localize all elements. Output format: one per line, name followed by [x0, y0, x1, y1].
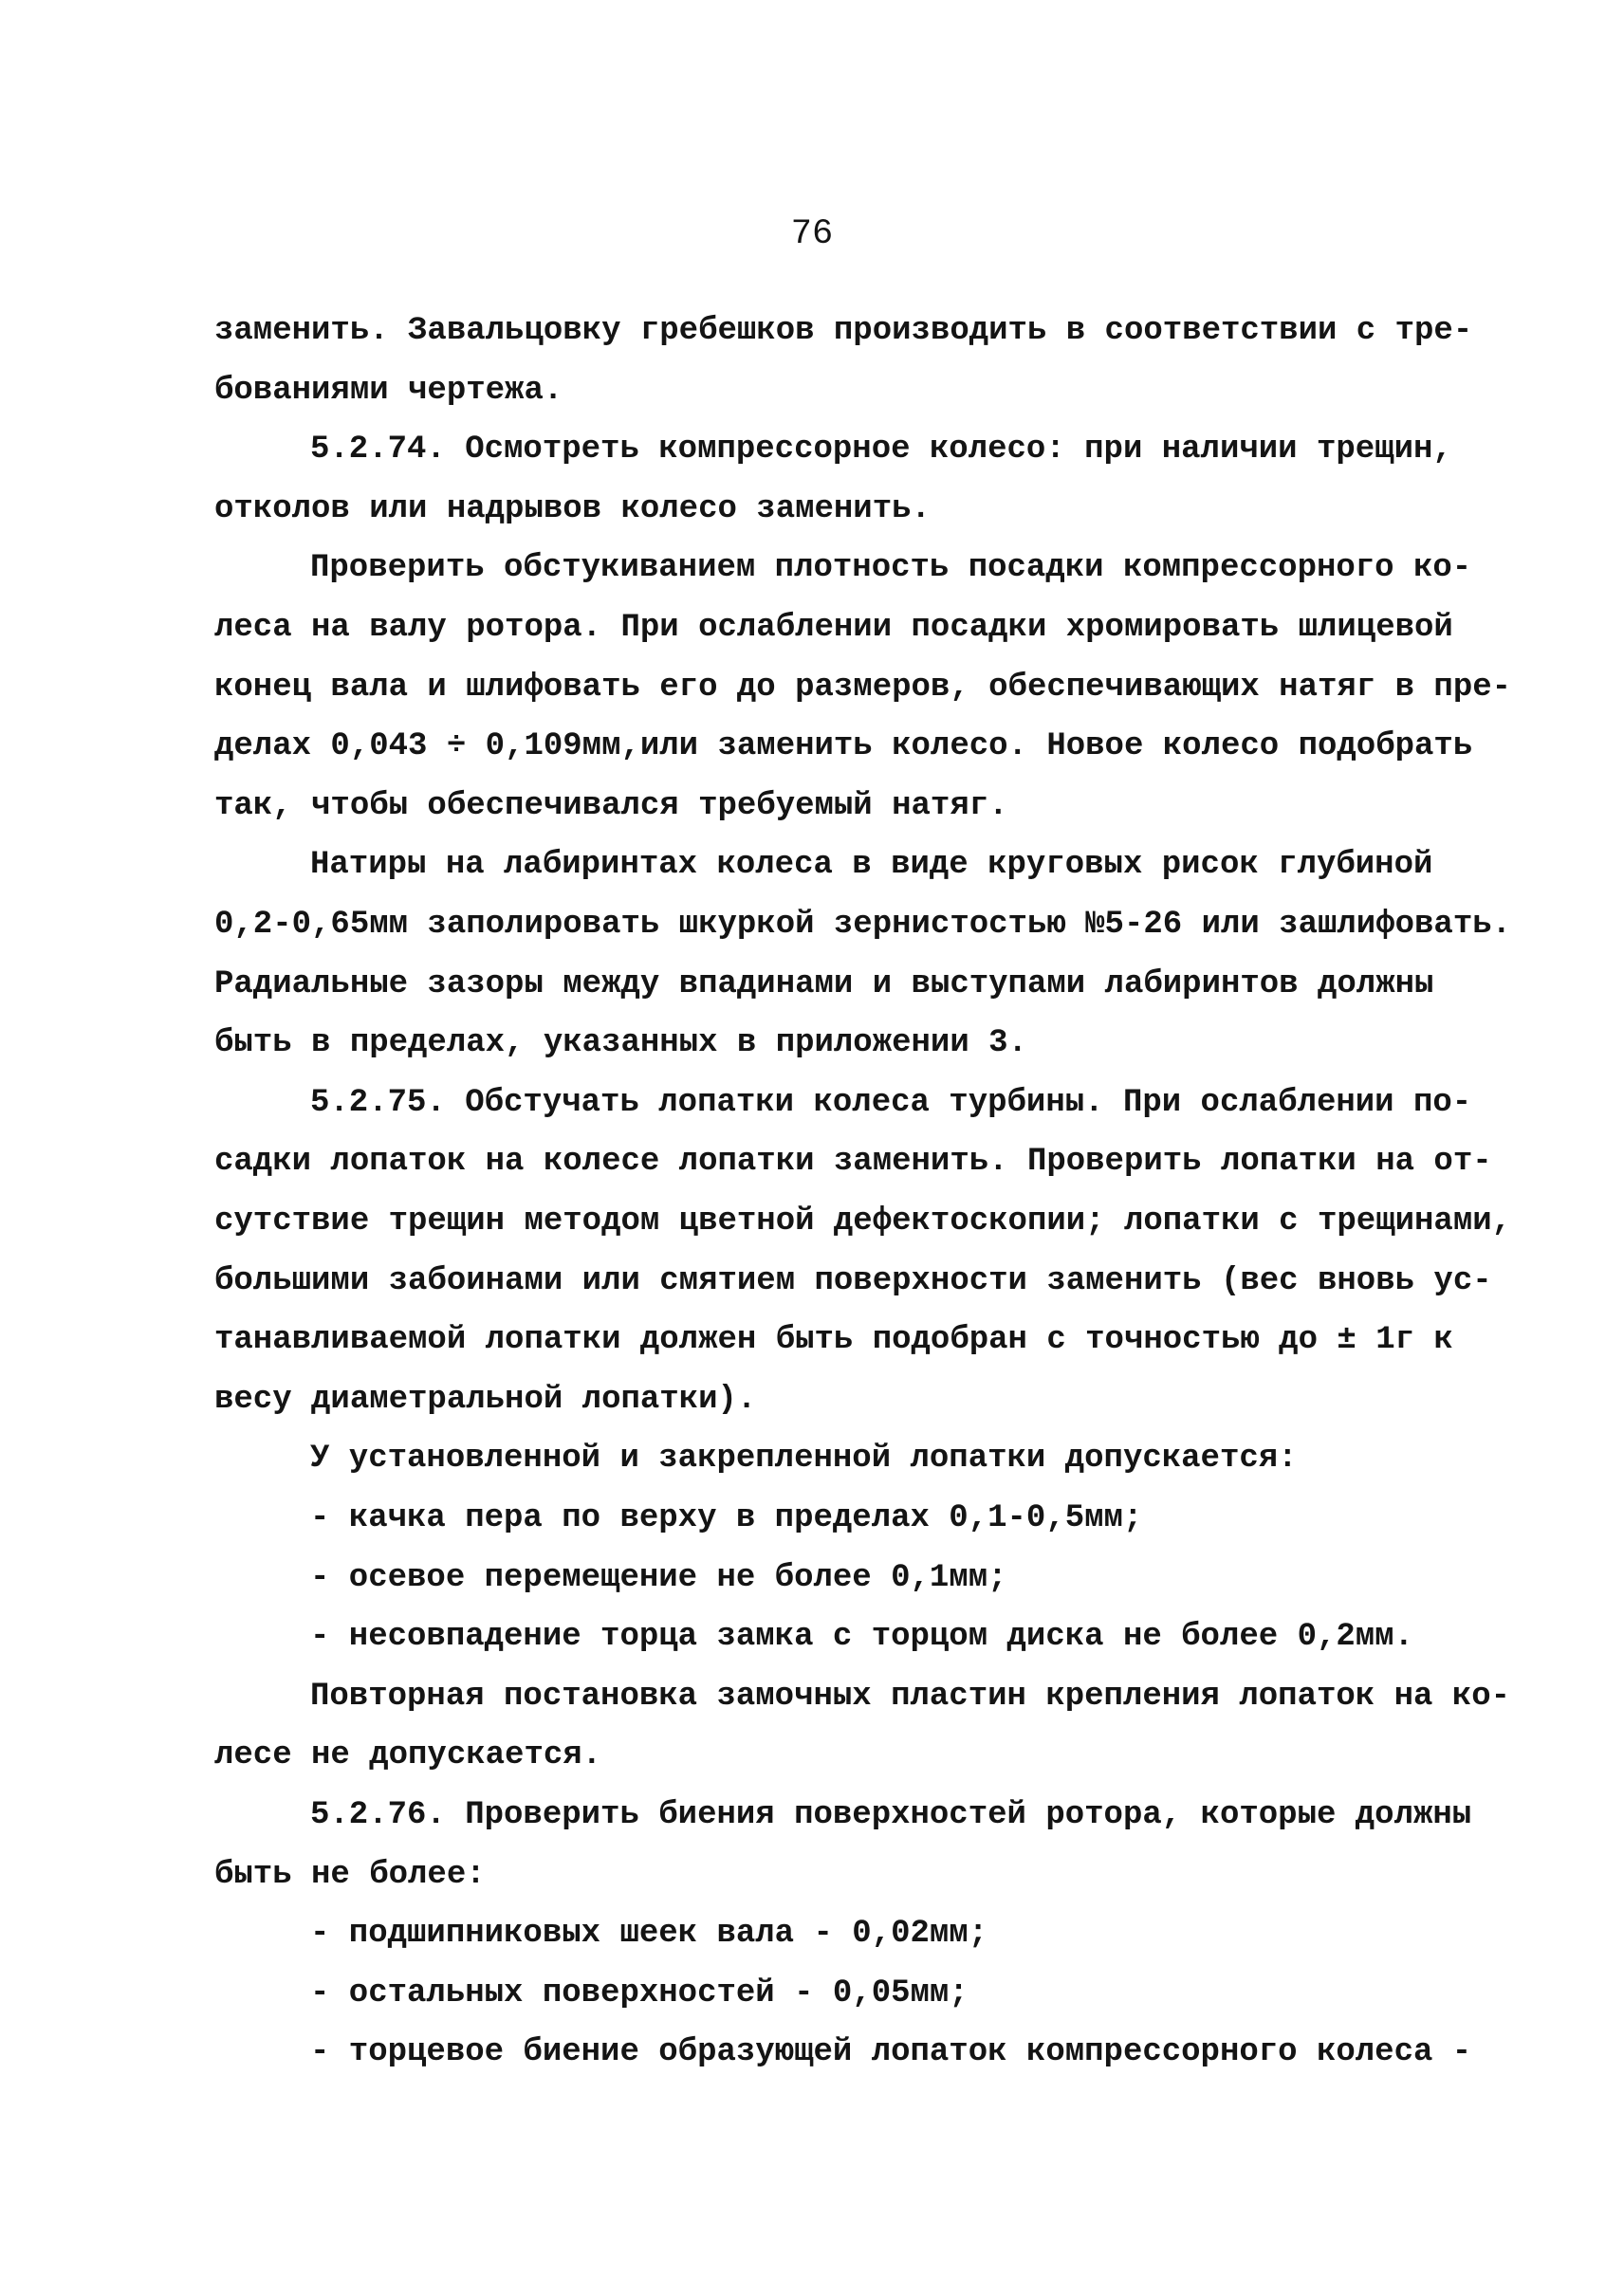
- list-item: - осевое перемещение не более 0,1мм;: [310, 1560, 1007, 1596]
- list-item: - подшипниковых шеек вала - 0,02мм;: [310, 1916, 988, 1952]
- text-line: У установленной и закрепленной лопатки допускается:: [310, 1441, 1298, 1477]
- text-line: танавливаемой лопатки должен быть подобран с точностью до ± 1г к: [214, 1322, 1453, 1358]
- text-line: Натиры на лабиринтах колеса в виде круговых рисок глубиной: [310, 847, 1433, 883]
- text-line: Повторная постановка замочных пластин крепления лопаток на ко-: [310, 1679, 1511, 1715]
- list-item: - несовпадение торца замка с торцом диска не более 0,2мм.: [310, 1619, 1413, 1655]
- text-line: заменить. Завальцовку гребешков производить в соответствии с тре-: [214, 313, 1473, 349]
- text-line: быть в пределах, указанных в приложении 3.: [214, 1025, 1027, 1061]
- text-line: делах 0,043 ÷ 0,109мм,или заменить колесо. Новое колесо подобрать: [214, 728, 1473, 764]
- text-line: Радиальные зазоры между впадинами и выступами лабиринтов должны: [214, 966, 1434, 1002]
- text-line: сутствие трещин методом цветной дефектоскопии; лопатки с трещинами,: [214, 1203, 1512, 1240]
- list-item: - качка пера по верху в пределах 0,1-0,5мм;: [310, 1500, 1143, 1536]
- text-line: отколов или надрывов колесо заменить.: [214, 491, 931, 527]
- page-number: 76: [790, 214, 834, 254]
- text-line: весу диаметральной лопатки).: [214, 1382, 757, 1418]
- list-item: - торцевое биение образующей лопаток компрессорного колеса -: [310, 2034, 1472, 2070]
- text-line: быть не более:: [214, 1857, 486, 1893]
- text-line: 0,2-0,65мм заполировать шкуркой зернистостью №5-26 или зашлифовать.: [214, 907, 1512, 943]
- text-line: садки лопаток на колесе лопатки заменить. Проверить лопатки на от-: [214, 1144, 1492, 1180]
- text-line: конец вала и шлифовать его до размеров, обеспечивающих натяг в пре-: [214, 670, 1512, 706]
- text-line: большими забоинами или смятием поверхности заменить (вес вновь ус-: [214, 1263, 1492, 1299]
- text-line: лесе не допускается.: [214, 1737, 602, 1773]
- text-line: 5.2.74. Осмотреть компрессорное колесо: при наличии трещин,: [310, 432, 1452, 468]
- text-line: леса на валу ротора. При ослаблении посадки хромировать шлицевой: [214, 610, 1453, 646]
- text-line: бованиями чертежа.: [214, 373, 563, 409]
- text-line: так, чтобы обеспечивался требуемый натяг.: [214, 788, 1008, 824]
- text-line: 5.2.76. Проверить биения поверхностей ротора, которые должны: [310, 1797, 1472, 1833]
- text-line: Проверить обстукиванием плотность посадки компрессорного ко-: [310, 550, 1472, 586]
- text-line: 5.2.75. Обстучать лопатки колеса турбины. При ослаблении по-: [310, 1085, 1472, 1121]
- list-item: - остальных поверхностей - 0,05мм;: [310, 1975, 969, 2011]
